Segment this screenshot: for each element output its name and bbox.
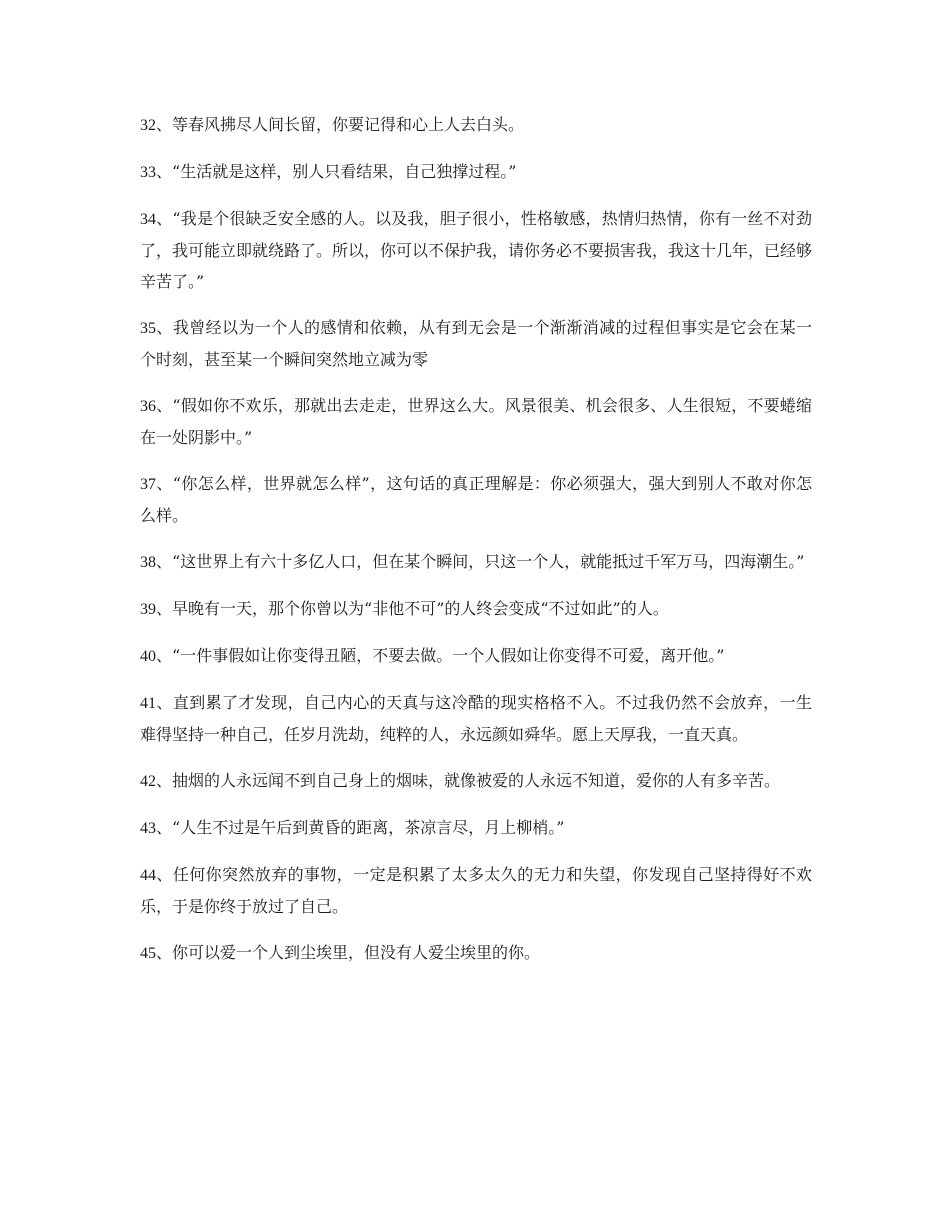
quote-number: 43、	[140, 820, 173, 837]
quote-text: “这世界上有六十多亿人口，但在某个瞬间，只这一个人，就能抵过千军万马，四海潮生。”	[172, 552, 805, 571]
quote-text: 我曾经以为一个人的感情和依赖，从有到无会是一个渐渐消减的过程但事实是它会在某一个时刻，甚至某一个瞬间突然地立减为零	[140, 318, 812, 369]
quote-number: 39、	[140, 601, 173, 618]
quote-number: 35、	[140, 320, 173, 337]
quote-41	[140, 687, 812, 750]
quote-text: 直到累了才发现，自己内心的天真与这冷酷的现实格格不入。不过我仍然不会放弃，一生难得坚持一种自己，任岁月洗劫，纯粹的人，永远颜如舜华。愿上天厚我，一直天真。	[140, 693, 812, 744]
quote-text: “人生不过是午后到黄昏的距离，茶凉言尽，月上柳梢。”	[172, 818, 565, 837]
quote-39	[140, 593, 812, 625]
quote-38	[140, 546, 812, 578]
quote-number: 33、	[140, 164, 173, 181]
quote-number: 42、	[140, 773, 173, 790]
quote-text: “生活就是这样，别人只看结果，自己独撑过程。”	[172, 162, 517, 181]
quote-number: 45、	[140, 945, 173, 962]
quote-text: “我是个很缺乏安全感的人。以及我，胆子很小，性格敏感，热情归热情，你有一丝不对劲了，我可能立即就绕路了。所以，你可以不保护我，请你务必不要损害我，我这十几年，已经够辛苦了。”	[140, 209, 813, 291]
quote-text: “你怎么样，世界就怎么样”，这句话的真正理解是：你必须强大，强大到别人不敢对你怎么样。	[140, 474, 812, 525]
quote-43	[140, 812, 812, 844]
quote-text: 等春风拂尽人间长留，你要记得和心上人去白头。	[172, 115, 525, 134]
quote-34	[140, 203, 812, 297]
quote-33	[140, 156, 812, 188]
quote-number: 44、	[140, 867, 173, 884]
quote-45	[140, 937, 812, 969]
quote-37	[140, 468, 812, 531]
quote-35	[140, 312, 812, 375]
quote-number: 37、	[140, 476, 173, 493]
quote-44	[140, 859, 812, 922]
quote-text: 你可以爱一个人到尘埃里，但没有人爱尘埃里的你。	[172, 943, 541, 962]
quote-40	[140, 640, 812, 672]
quote-text: 任何你突然放弃的事物，一定是积累了太多太久的无力和失望，你发现自己坚持得好不欢乐，于是你终于放过了自己。	[140, 865, 812, 916]
quote-text: “假如你不欢乐，那就出去走走，世界这么大。风景很美、机会很多、人生很短，不要蜷缩在一处阴影中。”	[140, 396, 812, 447]
quote-42	[140, 765, 812, 797]
quote-number: 41、	[140, 695, 173, 712]
quote-number: 32、	[140, 117, 173, 134]
quote-text: 抽烟的人永远闻不到自己身上的烟味，就像被爱的人永远不知道，爱你的人有多辛苦。	[172, 771, 781, 790]
quote-list	[140, 109, 812, 984]
quote-32	[140, 109, 812, 141]
quote-number: 34、	[140, 211, 173, 228]
quote-text: 早晚有一天，那个你曾以为“非他不可”的人终会变成“不过如此”的人。	[172, 599, 669, 618]
quote-number: 36、	[140, 398, 173, 415]
quote-text: “一件事假如让你变得丑陋，不要去做。一个人假如让你变得不可爱，离开他。”	[172, 646, 725, 665]
quote-number: 38、	[140, 554, 173, 571]
quote-number: 40、	[140, 648, 173, 665]
quote-36	[140, 390, 812, 453]
